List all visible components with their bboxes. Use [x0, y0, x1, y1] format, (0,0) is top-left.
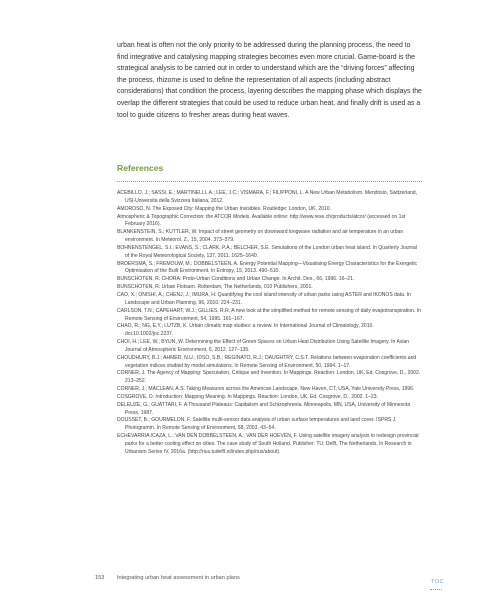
- running-title: Integrating urban heat assessment in urban plans: [117, 575, 240, 581]
- reference-item: DOUSSET, B.; GOURMELON, F. Satellite multi-sensor data analysis of urban surface temperatures and land cover. ISPRS J. Photogramm. In Remote Sensing of Environment, 58, 2003. 43–54.: [117, 417, 397, 432]
- reference-item: CHAO, R.; NG, E.Y.; LUTZB, K. Urban climatic map studies: a review. In International Journal of Climatology, 2010. doi:10.1002/joc.2237.: [117, 323, 374, 338]
- reference-item: CARLSON, T.N.; CAPEHART, W.J.; GILLIES, R.R. A new look at the simplified method for remote sensing of daily evapotranspiration. In Remote Sensing of Environment, 54, 1995. 161–167.: [117, 307, 421, 322]
- reference-item: BROERSMA, S.; FREMOUW, M.; DOBBELSTEEN, A. Energy Potential Mapping—Visualising Energy Characteristics for the Exergetic Optimisation of the Built Environment. In Entropy, 15, 2013. 490–510.: [117, 260, 418, 275]
- reference-item: CORNER, J.; MACLEAN, A.S. Taking Measures across the American Landscape. New Haven, CT, USA, Yale University Press, 1996.: [117, 386, 415, 393]
- reference-item: CORNER, J. The Agency of Mapping: Speculation, Critique and Invention. In Mappings. Reaction: London, UK, Ed. Cosgrove, D., 2002. 213–252.: [117, 370, 421, 385]
- body-paragraph: urban heat is often not the only priority to be addressed during the planning process, the need to find integrative and catalysing mapping strategies becomes even more crucial. Game-board is the strategical analysis to be carried out in order to understand which are the “driving forces” affecting the process, rhizome is used to define the representation of all aspects (including abstract considerations) that condition the process, layering describes the mapping phase which displays the overlap the different strategies that could be used to reduce urban heat, and finally drift is used as a tool to guide citizens to fresher areas during heat waves.: [117, 42, 422, 119]
- reference-item: DELEUZE, G.; GUATTARI, F. A Thousand Plateaus: Capitalism and Schizophrenia. Minneapolis, MN, USA, University of Minnesota Press, 1987.: [117, 401, 411, 416]
- reference-item: COSGROVE, D. Introduction: Mapping Meaning. In Mappings. Reaction: London, UK, Ed. Cosgrove, D., 2002. 1–23.: [117, 393, 378, 400]
- reference-item: BLANKENSTEIN, S.; KUTTLER, W. Impact of street geometry on downward longwave radiation and air temperature in an urban environment. In Meteorol. Z., 15, 2004. 373–379.: [117, 229, 404, 244]
- toc-underline: [430, 589, 442, 590]
- reference-item: CAO, X.; ONISHI, A.; CHENJ, J.; IMURA, H. Quantifying the cool island intensity of urban parks using ASTER and IKONOS data. In Landscape and Urban Planning, 96, 2010. 224–231.: [117, 291, 411, 306]
- reference-item: CHOI, H.; LEE, W.; BYUN, W. Determining the Effect of Green Spaces on Urban Heat Distribution Using Satellite Imagery. In Asian Journal of Atmospheric Environment, 6, 2012. 127–135.: [117, 339, 410, 353]
- reference-item: ACEBILLO, J.; SASSI, E.; MARTINELLI, A.; LEE, J.C.; VISMARA, F.; FILIPPONI, L. A New Urban Metabolism. Mendrisio, Switzerland, USI-Università della Svizzera Italiana, 2012.: [117, 190, 418, 204]
- reference-item: CHOUDHURY, B.J.; AHMED, N.U.; IDSO, S.B.; REGINATO, R.J.; DAUGHTRY, C.S.T. Relations between evaporation coefficients and vegetation indices studied by model simulations. In Remote Sensing of Environment, 50, 1994. 1–17.: [117, 354, 417, 369]
- reference-item: BUNSCHOTEN, R. CHORA: Proto-Urban Conditions and Urban Change. In Archit. Des., 66, 1996. 16–21.: [117, 276, 355, 283]
- reference-item: ECHEVARRIA ICAZA, L.; VAN DEN DOBBELSTEEN, A.; VAN DER HOEVEN, F. Using satellite imagery analysis to redesign provincial parks for a better cooling effect on cities. The case study of South Holland. Publisher: TU, Delft, The Netherlands, In Research in Urbanism Series IV, 2016a. (http://rius.tudelft.nl/index.php/rius/about).: [117, 433, 419, 455]
- reference-item: BOHNENSTENGEL, S.I.; EVANS, S.; CLARK, P.A.; BELCHER, S.E. Simulations of the London urban heat island. In Quarterly Journal of the Royal Meteorological Society, 137, 2011. 1625–1640.: [117, 244, 417, 259]
- page-footer: [95, 575, 240, 581]
- reference-item: Atmospheric & Topographic Correction: the ATCOR Models. Available online: http://www.rese.ch/products/atcor/ (accessed on 1st February 2016).: [117, 213, 406, 228]
- toc-link[interactable]: TOC: [431, 579, 445, 585]
- dotted-divider: [117, 181, 422, 182]
- references-heading: References: [117, 163, 164, 173]
- page-number: 153: [95, 575, 105, 581]
- reference-item: AMOROSO, N. The Exposed City: Mapping the Urban Invisibles. Routledge: London, UK, 2010.: [117, 205, 331, 212]
- reference-item: BUNSCHOTEN, R. Urban Flotsam. Rotterdam, The Netherlands, 010 Publishers, 2001.: [117, 284, 313, 291]
- references-list: [117, 190, 422, 457]
